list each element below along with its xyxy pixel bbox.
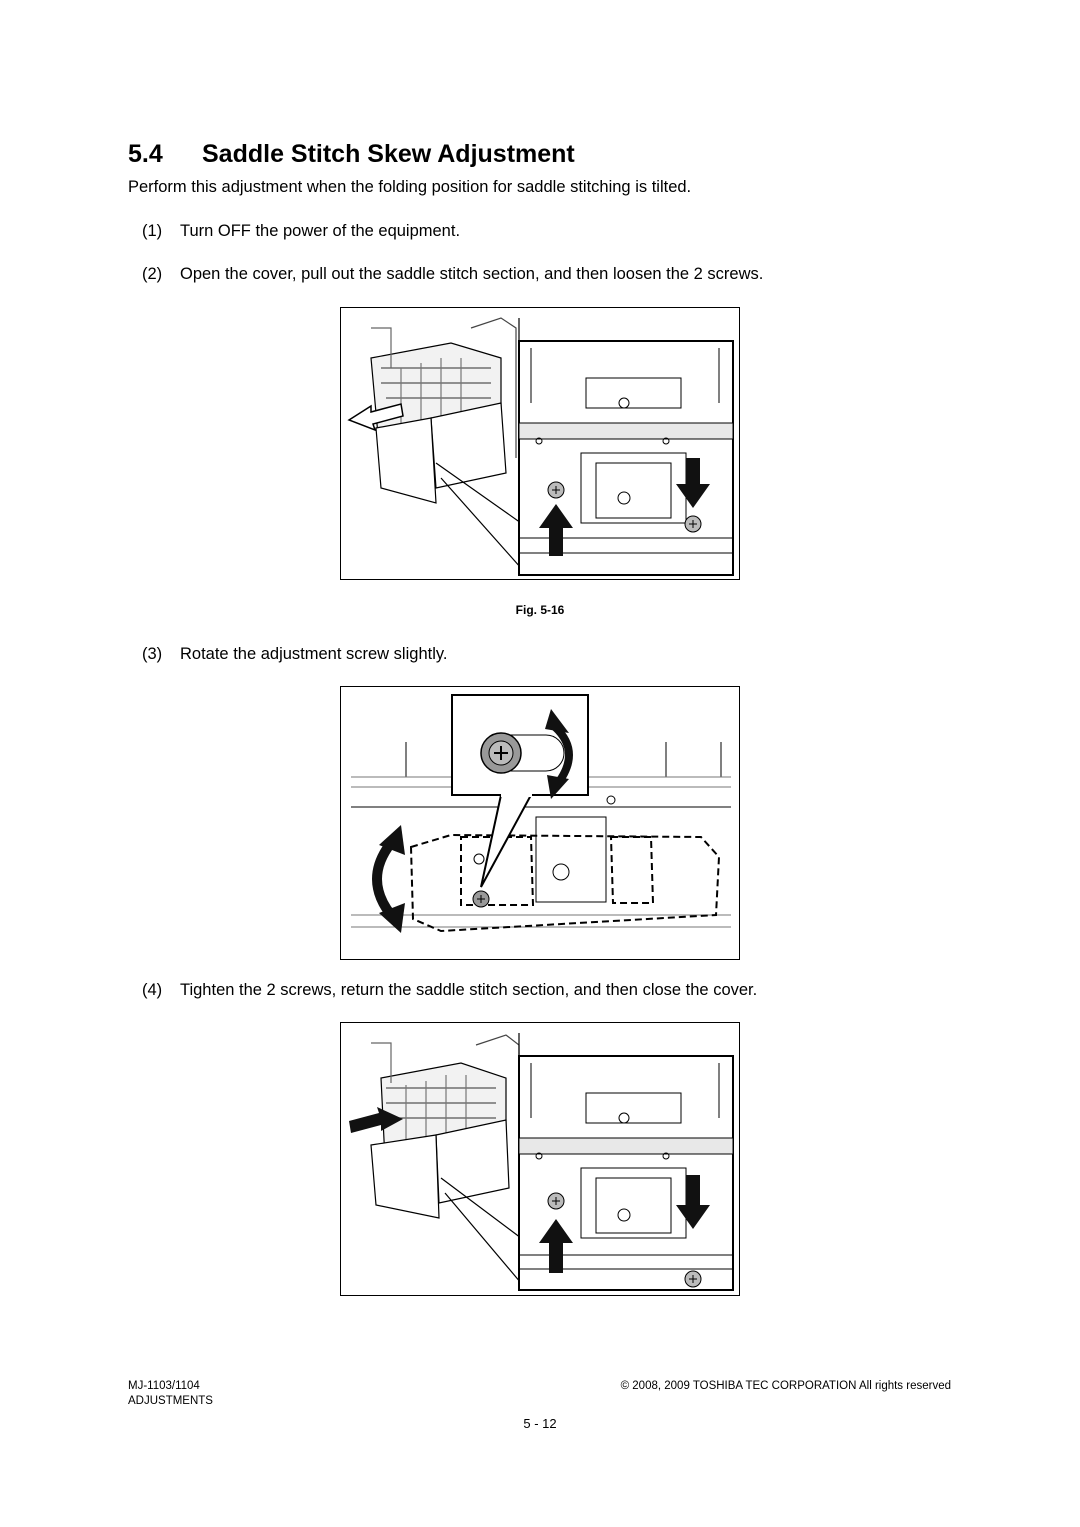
step-text: Turn OFF the power of the equipment. (180, 222, 461, 240)
figure-tighten-screws (340, 1022, 740, 1296)
screw-left (548, 482, 564, 498)
loosen-screws-illustration (341, 308, 739, 579)
intro-text: Perform this adjustment when the folding position for saddle stitching is tilted. (128, 178, 692, 196)
pivot-arrow-icon (377, 843, 391, 915)
step-text: Open the cover, pull out the saddle stitch section, and then loosen the 2 screws. (180, 265, 764, 283)
figure-loosen-screws (340, 307, 740, 580)
step-text: Tighten the 2 screws, return the saddle stitch section, and then close the cover. (180, 981, 758, 999)
footer-chapter: ADJUSTMENTS (128, 1395, 213, 1407)
section-title: Saddle Stitch Skew Adjustment (202, 140, 575, 168)
figure-caption: Fig. 5-16 (515, 603, 565, 617)
tighten-screws-illustration (341, 1023, 739, 1295)
step-number: (4) (142, 981, 163, 999)
footer-copyright: © 2008, 2009 TOSHIBA TEC CORPORATION All rights reserved (620, 1380, 951, 1392)
step-number: (3) (142, 645, 163, 663)
figure-rotate-screw (340, 686, 740, 960)
screw-right (685, 516, 701, 532)
section-number: 5.4 (128, 140, 163, 168)
rotate-screw-illustration (341, 687, 739, 959)
step-number: (2) (142, 265, 163, 283)
section-heading (128, 140, 575, 169)
step-2 (142, 265, 763, 284)
step-4 (142, 981, 757, 1000)
step-number: (1) (142, 222, 163, 240)
page-number: 5 - 12 (523, 1416, 557, 1431)
step-1 (142, 222, 460, 241)
step-text: Rotate the adjustment screw slightly. (180, 645, 448, 663)
step-3 (142, 645, 447, 664)
footer-model: MJ-1103/1104 (128, 1380, 200, 1392)
